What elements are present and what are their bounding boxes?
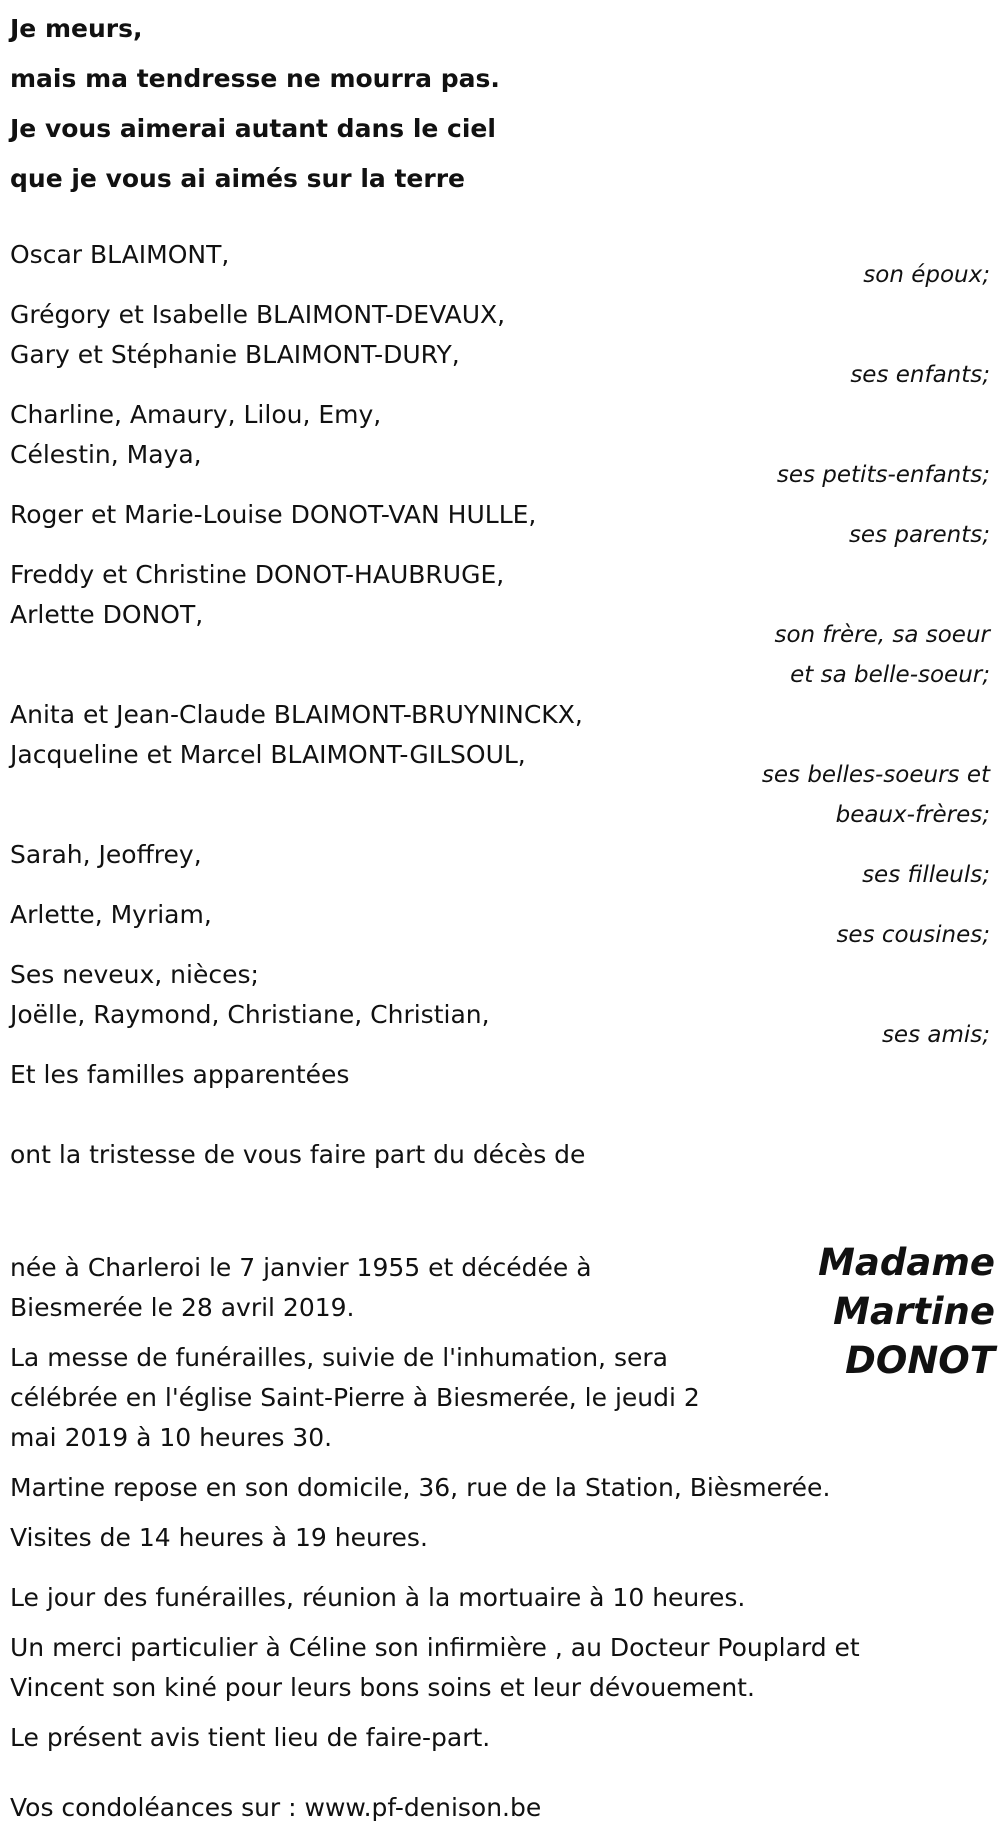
family-relation: ses filleuls; bbox=[862, 862, 990, 888]
text-line: Biesmerée le 28 avril 2019. bbox=[10, 1293, 355, 1322]
text-line: La messe de funérailles, suivie de l'inhumation, sera bbox=[10, 1343, 668, 1372]
family-names: Gary et Stéphanie BLAIMONT-DURY, bbox=[10, 340, 460, 369]
family-entry-spouse bbox=[10, 235, 990, 288]
notice-text: Le présent avis tient lieu de faire-part. bbox=[10, 1723, 491, 1752]
text-line: Un merci particulier à Céline son infirmière , au Docteur Pouplard et bbox=[10, 1633, 860, 1662]
family-relation: son époux; bbox=[863, 262, 990, 288]
family-names: Anita et Jean-Claude BLAIMONT-BRUYNINCKX, bbox=[10, 700, 583, 729]
family-names: Et les familles apparentées bbox=[10, 1060, 350, 1089]
family-names: Oscar BLAIMONT, bbox=[10, 240, 230, 269]
text-line: Vincent son kiné pour leurs bons soins et leur dévouement. bbox=[10, 1673, 755, 1702]
family-names: Ses neveux, nièces; bbox=[10, 960, 259, 989]
poem-line: Je meurs, bbox=[10, 14, 143, 43]
deceased-name bbox=[818, 1238, 995, 1385]
text-line: mai 2019 à 10 heures 30. bbox=[10, 1423, 333, 1452]
family-entry-godchildren bbox=[10, 835, 990, 888]
family-names: Arlette DONOT, bbox=[10, 600, 204, 629]
family-relation: et sa belle-soeur; bbox=[790, 662, 990, 688]
family-relation: ses belles-soeurs et bbox=[761, 762, 990, 788]
deceased-first-name: Martine bbox=[833, 1290, 995, 1333]
poem-line: mais ma tendresse ne mourra pas. bbox=[10, 64, 500, 93]
condolences-prefix: Vos condoléances sur : bbox=[10, 1793, 305, 1822]
poem-line: Je vous aimerai autant dans le ciel bbox=[10, 114, 496, 143]
family-names: Grégory et Isabelle BLAIMONT-DEVAUX, bbox=[10, 300, 506, 329]
visits-info: Visites de 14 heures à 19 heures. bbox=[10, 1523, 428, 1552]
family-names: Jacqueline et Marcel BLAIMONT-GILSOUL, bbox=[10, 740, 526, 769]
deceased-title: Madame bbox=[818, 1241, 995, 1284]
funeral-info bbox=[10, 1338, 700, 1458]
family-names: Sarah, Jeoffrey, bbox=[10, 840, 202, 869]
family-names: Roger et Marie-Louise DONOT-VAN HULLE, bbox=[10, 500, 537, 529]
family-entry-in-laws bbox=[10, 695, 990, 828]
poem bbox=[10, 4, 570, 204]
family-names: Charline, Amaury, Lilou, Emy, bbox=[10, 400, 382, 429]
family-entry-cousins bbox=[10, 895, 990, 948]
family-names: Freddy et Christine DONOT-HAUBRUGE, bbox=[10, 560, 505, 589]
meeting-info: Le jour des funérailles, réunion à la mortuaire à 10 heures. bbox=[10, 1583, 746, 1612]
text-line: célébrée en l'église Saint-Pierre à Biesmerée, le jeudi 2 bbox=[10, 1383, 700, 1412]
family-entry-relatives bbox=[10, 1055, 990, 1095]
family-relation: ses enfants; bbox=[850, 362, 990, 388]
condolences-link[interactable]: www.pf-denison.be bbox=[304, 1793, 542, 1822]
family-relation: ses amis; bbox=[881, 1022, 990, 1048]
thanks-text bbox=[10, 1628, 860, 1708]
family-relation: son frère, sa soeur bbox=[774, 622, 990, 648]
family-entry-parents bbox=[10, 495, 990, 548]
family-relation: ses cousines; bbox=[836, 922, 990, 948]
family-entry-siblings bbox=[10, 555, 990, 688]
condolences-line bbox=[10, 1788, 541, 1828]
deceased-last-name: DONOT bbox=[845, 1339, 995, 1382]
family-names: Joëlle, Raymond, Christiane, Christian, bbox=[10, 1000, 490, 1029]
repose-info: Martine repose en son domicile, 36, rue de la Station, Bièsmerée. bbox=[10, 1473, 831, 1502]
birth-death-info bbox=[10, 1248, 592, 1328]
family-names: Arlette, Myriam, bbox=[10, 900, 212, 929]
poem-line: que je vous ai aimés sur la terre bbox=[10, 164, 465, 193]
family-relation: ses petits-enfants; bbox=[776, 462, 990, 488]
family-entry-grandchildren bbox=[10, 395, 990, 488]
family-entry-friends bbox=[10, 955, 990, 1048]
text-line: née à Charleroi le 7 janvier 1955 et décédée à bbox=[10, 1253, 592, 1282]
family-relation: ses parents; bbox=[848, 522, 990, 548]
family-names: Célestin, Maya, bbox=[10, 440, 202, 469]
announcement-text: ont la tristesse de vous faire part du décès de bbox=[10, 1140, 586, 1169]
family-relation: beaux-frères; bbox=[835, 802, 990, 828]
family-entry-children bbox=[10, 295, 990, 388]
